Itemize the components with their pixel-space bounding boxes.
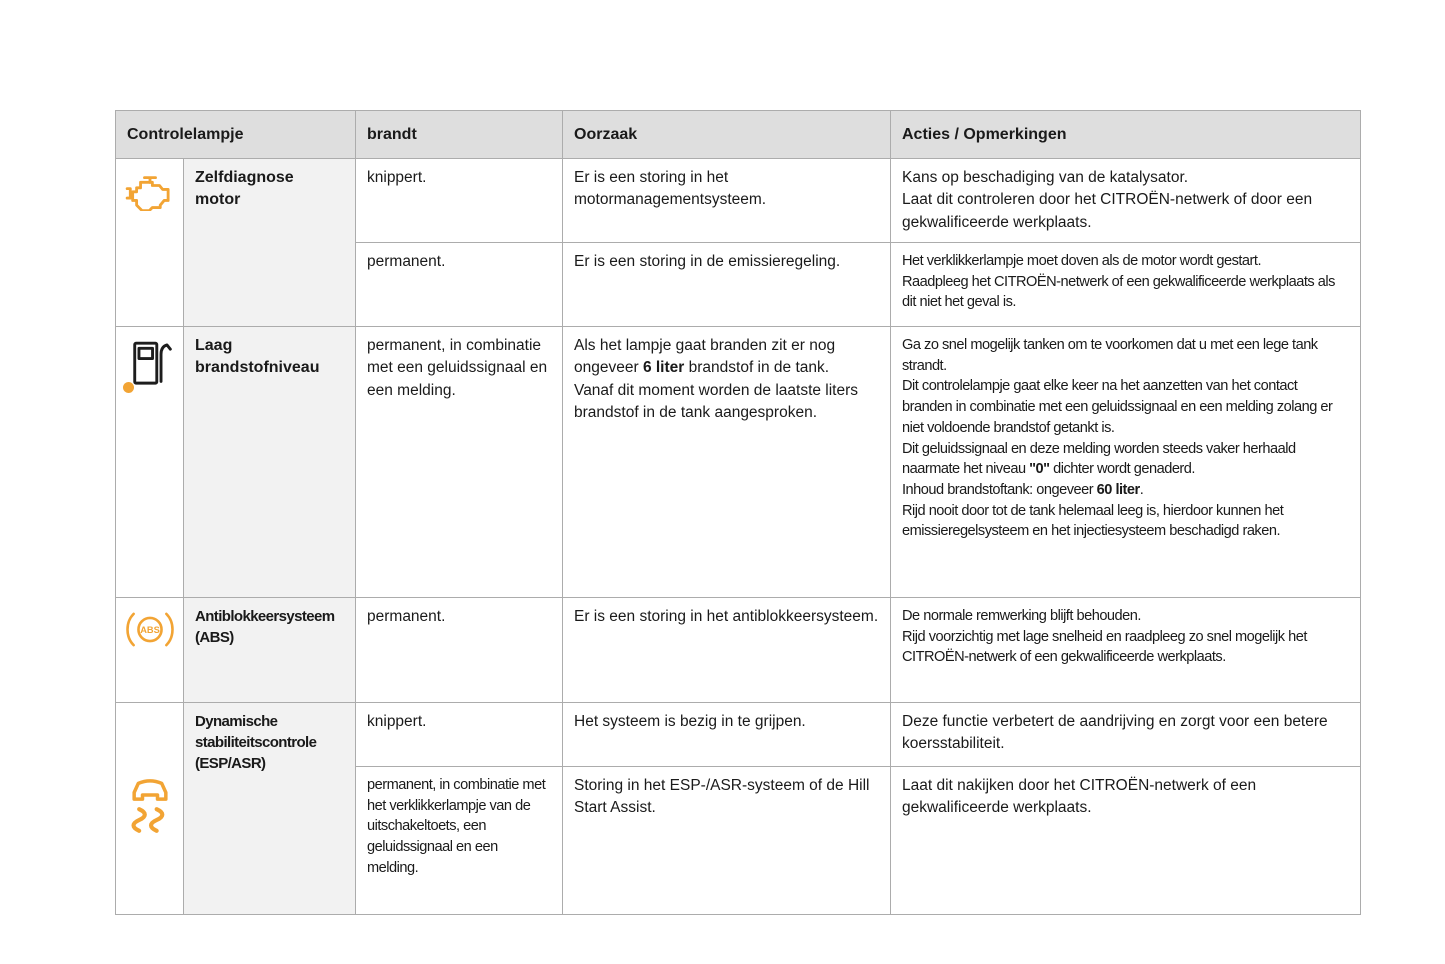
col-header-oorzaak: Oorzaak: [563, 111, 891, 159]
low-fuel-icon: [116, 327, 184, 598]
oorzaak-cell: Er is een storing in het motormanagementsysteem.: [563, 159, 891, 243]
abs-icon: [116, 598, 184, 703]
table-row: [116, 703, 1361, 767]
brandt-cell: permanent.: [356, 243, 563, 327]
acties-cell: Kans op beschadiging van de katalysator. Laat dit controleren door het CITROËN-netwerk of door een gekwalificeerde werkplaats.: [891, 159, 1361, 243]
table-row: [116, 159, 1361, 243]
oorzaak-cell: Het systeem is bezig in te grijpen.: [563, 703, 891, 767]
check-engine-icon: [116, 159, 184, 327]
abs-icon: [121, 610, 179, 649]
table-row: [116, 598, 1361, 703]
acties-cell: Ga zo snel mogelijk tanken om te voorkomen dat u met een lege tank strandt. Dit controlelampje gaat elke keer na het aanzetten van het contact branden in combinatie met een geluidssignaal en een melding zolang er niet voldoende brandstof getankt is. Dit geluidssignaal en deze melding worden steeds vaker herhaald naarmate het niveau "0" dichter wordt genaderd. Inhoud brandstoftank: ongeveer 60 liter. Rijd nooit door tot de tank helemaal leeg is, hierdoor kunnen het emissieregelsysteem en het injectiesysteem beschadigd raken.: [891, 327, 1361, 598]
warning-light-name: Dynamische stabiliteitscontrole (ESP/ASR): [184, 703, 356, 915]
oorzaak-cell: Als het lampje gaat branden zit er nog ongeveer 6 liter brandstof in de tank. Vanaf dit moment worden de laatste liters brandstof in de tank aangesproken.: [563, 327, 891, 598]
warning-light-name: Zelfdiagnose motor: [184, 159, 356, 327]
col-header-controlelampje: Controlelampje: [116, 111, 356, 159]
abs-icon-label: ABS: [139, 624, 160, 635]
acties-cell: De normale remwerking blijft behouden. Rijd voorzichtig met lage snelheid en raadpleeg zo snel mogelijk het CITROËN-netwerk of een gekwalificeerde werkplaats.: [891, 598, 1361, 703]
manual-page: [115, 110, 1360, 915]
brandt-cell: permanent, in combinatie met een geluidssignaal en een melding.: [356, 327, 563, 598]
acties-cell: Het verklikkerlampje moet doven als de motor wordt gestart. Raadpleeg het CITROËN-netwerk of een gekwalificeerde werkplaats als dit niet het geval is.: [891, 243, 1361, 327]
oorzaak-cell: Er is een storing in het antiblokkeersysteem.: [563, 598, 891, 703]
fuel-reserve-dot: [123, 382, 134, 393]
oorzaak-cell: Storing in het ESP-/ASR-systeem of de Hill Start Assist.: [563, 767, 891, 915]
acties-cell: Laat dit nakijken door het CITROËN-netwerk of een gekwalificeerde werkplaats.: [891, 767, 1361, 915]
esp-asr-icon: [116, 703, 184, 915]
brandt-cell: permanent.: [356, 598, 563, 703]
header-row: [116, 111, 1361, 159]
brandt-cell: knippert.: [356, 159, 563, 243]
brandt-cell: knippert.: [356, 703, 563, 767]
brandt-cell: permanent, in combinatie met het verklikkerlampje van de uitschakeltoets, een geluidssignaal en een melding.: [356, 767, 563, 915]
warning-light-name: Laag brandstofniveau: [184, 327, 356, 598]
table-row: [116, 327, 1361, 598]
acties-cell: Deze functie verbetert de aandrijving en zorgt voor een betere koersstabiliteit.: [891, 703, 1361, 767]
oorzaak-cell: Er is een storing in de emissieregeling.: [563, 243, 891, 327]
warning-lights-table: [115, 110, 1361, 915]
check-engine-icon: [124, 171, 176, 211]
col-header-brandt: brandt: [356, 111, 563, 159]
warning-light-name: Antiblokkeersysteem (ABS): [184, 598, 356, 703]
esp-asr-icon: [125, 774, 175, 836]
col-header-acties: Acties / Opmerkingen: [891, 111, 1361, 159]
